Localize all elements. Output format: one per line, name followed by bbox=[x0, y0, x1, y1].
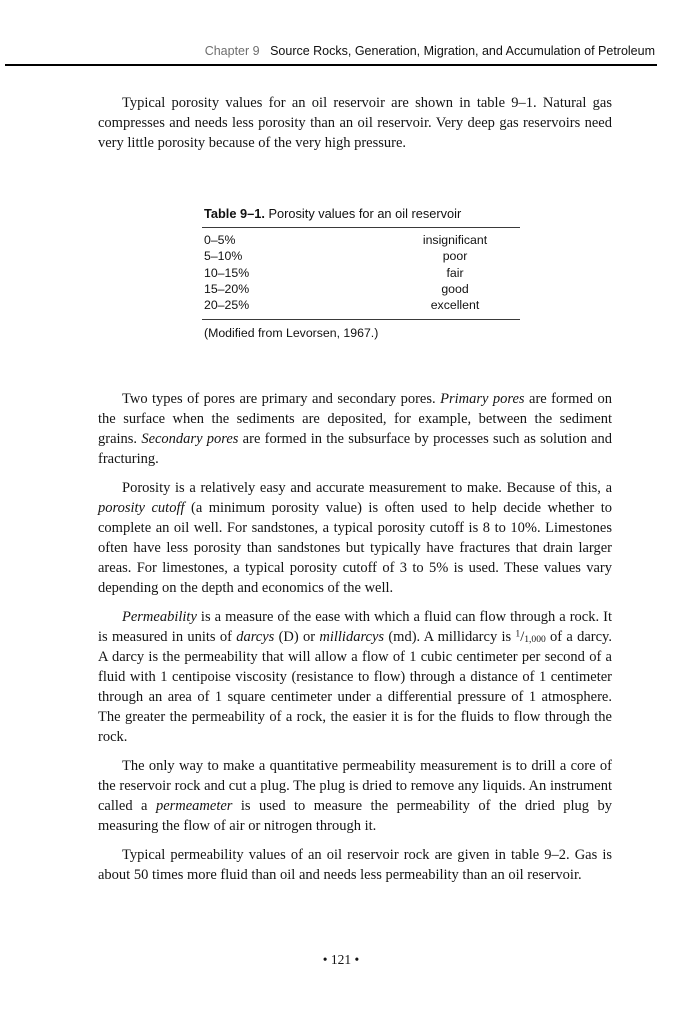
porosity-rating: fair bbox=[446, 265, 464, 280]
table-row bbox=[202, 297, 520, 313]
paragraph-permeability bbox=[98, 607, 612, 747]
text-segment: 1,000 bbox=[524, 633, 546, 645]
running-head bbox=[5, 44, 655, 59]
text-segment: (a minimum porosity value) is often used to help decide whether to complete an oil well. For sandstones, a typical porosity cutoff is 8 to 10%. Limestones often have less porosity than sandstones but typically have fractures that drain larger areas. For limestones, a typical porosity cutoff of 3 to 5% is used. These values vary depending on the depth and economics of the well. bbox=[98, 499, 613, 596]
text-segment: permeameter bbox=[155, 797, 233, 814]
porosity-range: 10–15% bbox=[204, 265, 250, 280]
paragraph-permeameter bbox=[98, 756, 612, 836]
paragraph-porosity-cutoff bbox=[98, 478, 612, 598]
text-segment: Typical permeability values of an oil reservoir rock are given in table 9–2. Gas is about 50 times more fluid than oil and needs less permeability than an oil reservoir. bbox=[98, 846, 612, 883]
text-segment: Permeability bbox=[122, 608, 197, 625]
page-header bbox=[5, 44, 657, 66]
text-segment: Primary pores bbox=[440, 390, 525, 407]
porosity-range: 0–5% bbox=[204, 233, 236, 248]
text-segment: of a darcy. A darcy is the permeability that will allow a flow of 1 cubic centimeter per second of a fluid with 1 centipoise viscosity (resistance to flow) through a distance of 1 centimeter through an area of 1 square centimeter under a differential pressure of 1 atmosphere. The greater the permeability of a rock, the easier it is for the fluids to flow through the rock. bbox=[98, 628, 612, 745]
text-segment: 1 bbox=[515, 628, 521, 640]
porosity-rating: insignificant bbox=[422, 233, 488, 248]
text-segment: Secondary pores bbox=[141, 430, 239, 447]
chapter-title: Source Rocks, Generation, Migration, and Accumulation of Petroleum bbox=[270, 44, 655, 58]
table-source-note: (Modified from Levorsen, 1967.) bbox=[204, 325, 379, 340]
text-segment: / bbox=[520, 628, 525, 645]
paragraph-intro-porosity bbox=[98, 93, 612, 153]
chapter-label: Chapter 9 bbox=[204, 44, 260, 58]
paragraph-pore-types bbox=[98, 389, 612, 469]
table-row bbox=[202, 265, 520, 281]
text-segment: Two types of pores are primary and secondary pores. bbox=[122, 390, 441, 407]
text-segment: is a measure of the ease with which a fluid can flow through a rock. It is measured in units of bbox=[98, 608, 612, 645]
porosity-rating: poor bbox=[442, 249, 468, 264]
porosity-range: 20–25% bbox=[204, 298, 250, 313]
table-row bbox=[202, 232, 520, 248]
table-caption bbox=[204, 205, 520, 222]
table-9-1 bbox=[202, 205, 520, 341]
table-row bbox=[202, 248, 520, 264]
table-caption-label: Table 9–1. bbox=[204, 206, 265, 221]
table-caption-text: Porosity values for an oil reservoir bbox=[268, 206, 462, 221]
text-segment: porosity cutoff bbox=[98, 499, 185, 516]
text-segment: (D) or bbox=[274, 628, 320, 645]
text-segment: millidarcys bbox=[319, 628, 385, 645]
text-segment: (md). A millidarcy is bbox=[384, 628, 516, 645]
text-segment: are formed in the subsurface by processes such as solution and fracturing. bbox=[98, 430, 613, 467]
text-segment: darcys bbox=[236, 628, 275, 645]
page-body bbox=[98, 93, 612, 885]
text-segment: are formed on the surface when the sediments are deposited, for example, between the sediment grains. bbox=[98, 390, 612, 447]
porosity-range: 15–20% bbox=[204, 281, 250, 296]
text-segment: Porosity is a relatively easy and accurate measurement to make. Because of this, a bbox=[122, 479, 612, 496]
porosity-rating: good bbox=[441, 281, 469, 296]
page-footer bbox=[0, 951, 682, 970]
text-segment: Typical porosity values for an oil reservoir are shown in table 9–1. Natural gas compresses and needs less porosity than an oil reservoir. Very deep gas reservoirs need very little porosity because of the very high pressure. bbox=[98, 95, 612, 151]
paragraph-permeability-values bbox=[98, 845, 612, 885]
page-number: • 121 • bbox=[322, 952, 360, 968]
table-row bbox=[202, 281, 520, 297]
porosity-range: 5–10% bbox=[204, 249, 243, 264]
text-segment: is used to measure the permeability of the dried plug by measuring the flow of air or nitrogen through it. bbox=[98, 797, 612, 834]
table-body bbox=[202, 227, 520, 319]
text-segment: The only way to make a quantitative permeability measurement is to drill a core of the reservoir rock and cut a plug. The plug is dried to remove any liquids. An instrument called a bbox=[98, 757, 612, 814]
porosity-rating: excellent bbox=[430, 298, 480, 313]
